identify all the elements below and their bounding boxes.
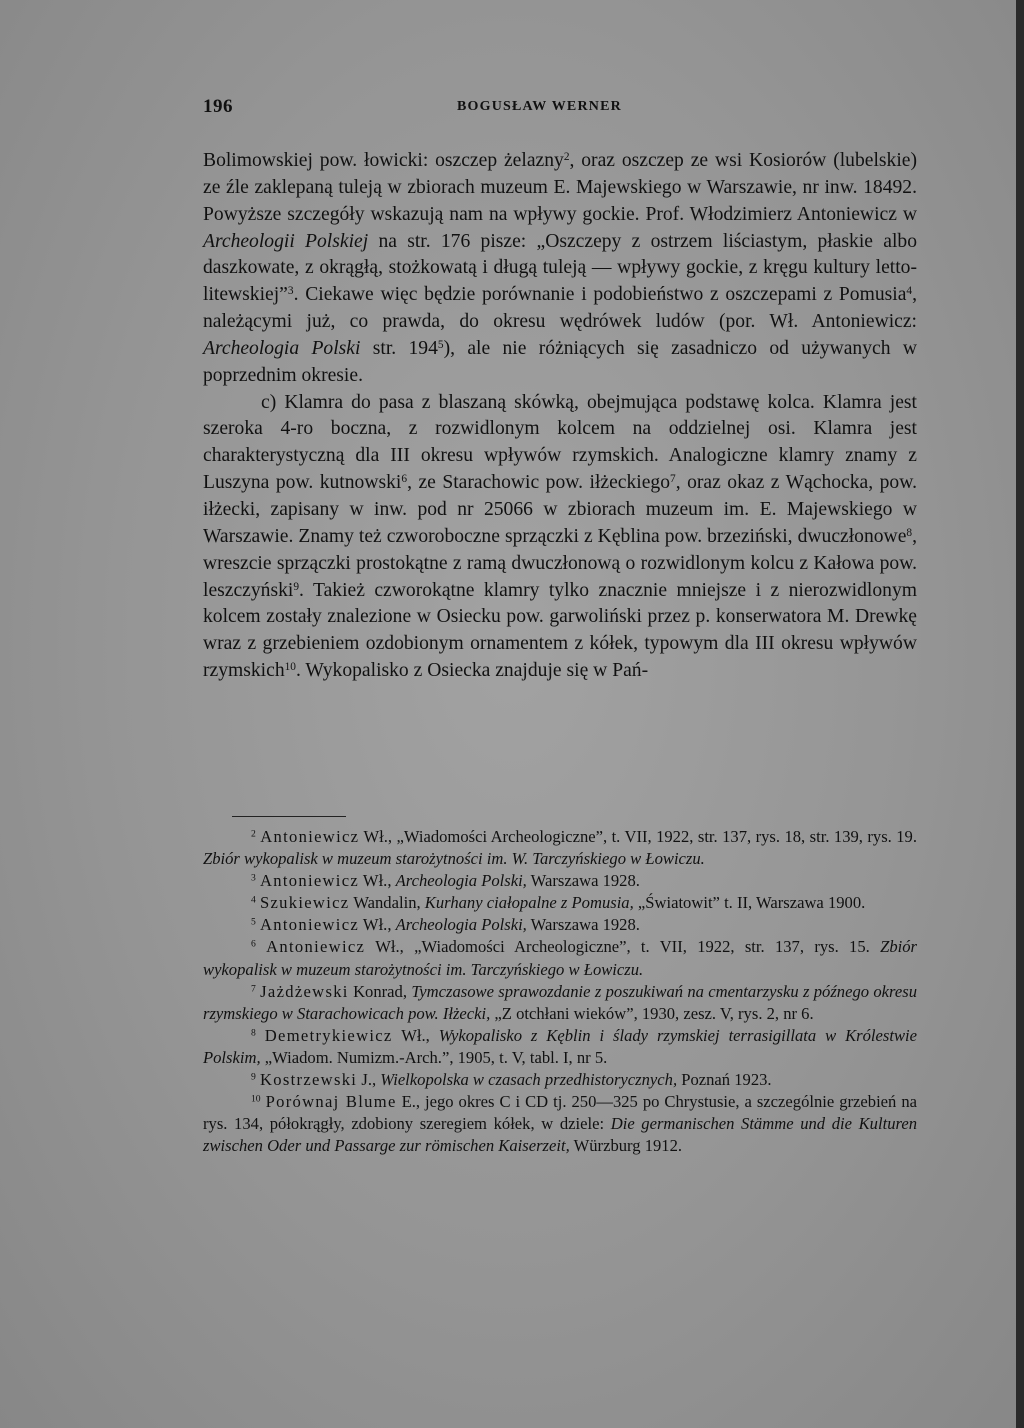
footnote-ref: 10 bbox=[284, 660, 296, 673]
text-run: Warszawa 1928. bbox=[526, 871, 640, 891]
footnote-2 bbox=[203, 826, 917, 870]
footnote-author: Antoniewicz bbox=[259, 871, 360, 891]
footnote-number: 3 bbox=[251, 872, 256, 884]
paragraph-1 bbox=[203, 148, 917, 390]
footnote-ref: 2 bbox=[563, 150, 570, 163]
footnote-author: Demetrykiewicz bbox=[264, 1025, 393, 1045]
italic-title: Kurhany ciałopalne z Pomusia, bbox=[424, 893, 634, 913]
text-run: , ze Starachowic pow. iłżeckiego bbox=[407, 472, 671, 494]
footnote-number: 10 bbox=[251, 1093, 261, 1105]
footnote-8 bbox=[203, 1025, 917, 1069]
footnote-4 bbox=[203, 892, 917, 914]
footnote-author: Porównaj Blume bbox=[265, 1092, 397, 1112]
italic-title: Tymczasowe sprawozdanie z poszukiwań na cmentarzysku z późnego okresu rzymskiego w Starachowicach pow. Iłżecki, bbox=[203, 981, 917, 1023]
text-run: Wł., bbox=[392, 1025, 439, 1045]
italic-title: Archeologia Polski, bbox=[395, 871, 527, 891]
text-run: „Światowit” t. II, Warszawa 1900. bbox=[633, 893, 866, 913]
footnote-ref: 7 bbox=[670, 472, 676, 485]
text-run: . Ciekawe więc będzie porównanie i podobieństwo z oszczepami z Pomusia bbox=[293, 284, 907, 306]
text-run: str. 194 bbox=[360, 337, 438, 359]
text-run: . Wykopalisko z Osiecka znajduje się w Pań- bbox=[295, 660, 649, 682]
footnote-9 bbox=[203, 1069, 917, 1091]
footnote-3 bbox=[203, 870, 917, 892]
footnote-6 bbox=[203, 936, 917, 980]
page-edge-shadow bbox=[1016, 0, 1024, 1428]
text-run: ), ale nie różniących się zasadniczo od używanych w poprzednim okresie. bbox=[203, 337, 917, 386]
text-run: , należącymi już, co prawda, do okresu wędrówek ludów (por. Wł. Antoniewicz: bbox=[203, 284, 917, 333]
running-head: BOGUSŁAW WERNER bbox=[457, 99, 622, 114]
text-run: , oraz okaz z Wąchocka, pow. iłżecki, zapisany w inw. pod nr 25066 w zbiorach muzeum im. E. Majewskiego w Warszawie. Znamy też czworoboczne sprzączki z Kęblina pow. brzeziński, dwuczłonowe bbox=[203, 472, 918, 547]
text-run: Konrad, bbox=[348, 981, 412, 1001]
footnote-number: 4 bbox=[251, 895, 256, 906]
footnote-ref: 8 bbox=[906, 526, 913, 539]
text-run: Wł., „Wiadomości Archeologiczne”, t. VII, 1922, str. 137, rys. 18, str. 139, rys. 19. bbox=[359, 827, 917, 846]
text-run: , oraz oszczep ze wsi Kosiorów (lubelskie) ze źle zaklepaną tuleją w zbiorach muzeum E. Majewskiego w Warszawie, nr inw. 18492. Powyższe szczegóły wskazują nam na wpływy gockie. Prof. Włodzimierz Antoniewicz w bbox=[203, 150, 917, 225]
footnote-separator bbox=[232, 816, 346, 817]
italic-title: Zbiór wykopalisk w muzeum starożytności im. Tarczyńskiego w Łowiczu. bbox=[203, 937, 917, 979]
footnote-author: Kostrzewski bbox=[259, 1070, 358, 1090]
body-text bbox=[203, 148, 917, 685]
page-number: 196 bbox=[203, 96, 233, 117]
paragraph-2 bbox=[203, 390, 917, 685]
italic-title: Die germanischen Stämme und die Kulturen zwischen Oder und Passarge zur römischen Kaiserzeit, bbox=[203, 1114, 918, 1156]
text-run: Bolimowskiej pow. łowicki: oszczep żelazny bbox=[203, 150, 564, 171]
text-run: Wł., „Wiadomości Archeologiczne”, t. VII, 1922, str. 137, rys. 15. bbox=[365, 937, 881, 957]
italic-title: Wielkopolska w czasach przedhistorycznych, bbox=[380, 1070, 678, 1090]
text-run: „Wiadom. Numizm.-Arch.”, 1905, t. V, tabl. I, nr 5. bbox=[260, 1047, 608, 1067]
footnote-ref: 3 bbox=[287, 284, 294, 297]
text-run: , wreszcie sprzączki prostokątne z ramą dwuczłonową o rozwidlonym kolcu z Kałowa pow. leszczyński bbox=[203, 525, 917, 601]
footnote-number: 5 bbox=[251, 917, 256, 929]
text-run: c) Klamra do pasa z blaszaną skówką, obejmująca podstawę kolca. Klamra jest szeroka 4-ro boczna, z rozwidlonym kolcem na oddzielnej osi. Klamra jest charakterystyczną dla III okresu wpływów rzymskich. Analogiczne klamry znamy z Luszyna pow. kutnowski bbox=[203, 391, 917, 494]
footnote-ref: 5 bbox=[437, 338, 444, 351]
text-run: Wandalin, bbox=[349, 893, 425, 913]
text-run: Würzburg 1912. bbox=[569, 1136, 683, 1156]
footnote-ref: 9 bbox=[293, 580, 300, 593]
footnote-author: Jażdżewski bbox=[260, 981, 349, 1001]
footnote-number: 8 bbox=[251, 1027, 256, 1039]
footnote-author: Antoniewicz bbox=[266, 937, 366, 957]
text-run: Wł., bbox=[359, 915, 396, 935]
text-run: J., bbox=[357, 1070, 381, 1090]
footnote-7 bbox=[203, 981, 917, 1025]
footnote-number: 7 bbox=[251, 983, 256, 995]
italic-title: Archeologii Polskiej bbox=[203, 230, 369, 252]
text-run: E., jego okres C i CD tj. 250—325 po Chrystusie, a szczególnie grzebień na rys. 134, półokrągły, zdobiony szeregiem kółek, w dziele: bbox=[203, 1092, 917, 1134]
footnote-author: Szukiewicz bbox=[259, 893, 350, 913]
footnote-5 bbox=[203, 914, 917, 936]
footnotes bbox=[203, 826, 917, 1157]
footnote-number: 9 bbox=[251, 1071, 256, 1083]
page-header bbox=[203, 96, 917, 120]
footnote-number: 6 bbox=[251, 939, 256, 951]
footnote-ref: 6 bbox=[401, 472, 408, 485]
footnote-author: Antoniewicz bbox=[259, 915, 360, 935]
footnote-ref: 4 bbox=[906, 284, 913, 297]
italic-title: Archeologia Polski bbox=[203, 337, 361, 359]
text-run: Poznań 1923. bbox=[677, 1070, 772, 1090]
italic-title: Zbiór wykopalisk w muzeum starożytności im. W. Tarczyńskiego w Łowiczu. bbox=[203, 849, 705, 869]
footnote-10 bbox=[203, 1091, 917, 1157]
footnote-author: Antoniewicz bbox=[260, 827, 360, 846]
italic-title: Wykopalisko z Kęblin i ślady rzymskiej terrasigillata w Królestwie Polskim, bbox=[203, 1025, 917, 1067]
italic-title: Archeologia Polski, bbox=[395, 915, 527, 935]
text-run: Warszawa 1928. bbox=[526, 915, 640, 935]
text-run: Wł., bbox=[359, 871, 396, 891]
text-run: . Takież czworokątne klamry tylko znacznie mniejsze i z nierozwidlonym kolcem zostały znalezione w Osiecku pow. garwoliński przez p. konserwatora M. Drewkę wraz z grzebieniem ozdobionym ornamentem z kółek, typowym dla III okresu wpływów rzymskich bbox=[203, 579, 917, 682]
text-run: „Z otchłani wieków”, 1930, zesz. V, rys. 2, nr 6. bbox=[490, 1003, 814, 1023]
footnote-number: 2 bbox=[251, 828, 256, 840]
text-run: na str. 176 pisze: „Oszczepy z ostrzem liściastym, płaskie albo daszkowate, z okrągłą, stożkowatą i długą tuleją — wpływy gockie, z kręgu kultury letto-litewskiej” bbox=[203, 230, 917, 306]
